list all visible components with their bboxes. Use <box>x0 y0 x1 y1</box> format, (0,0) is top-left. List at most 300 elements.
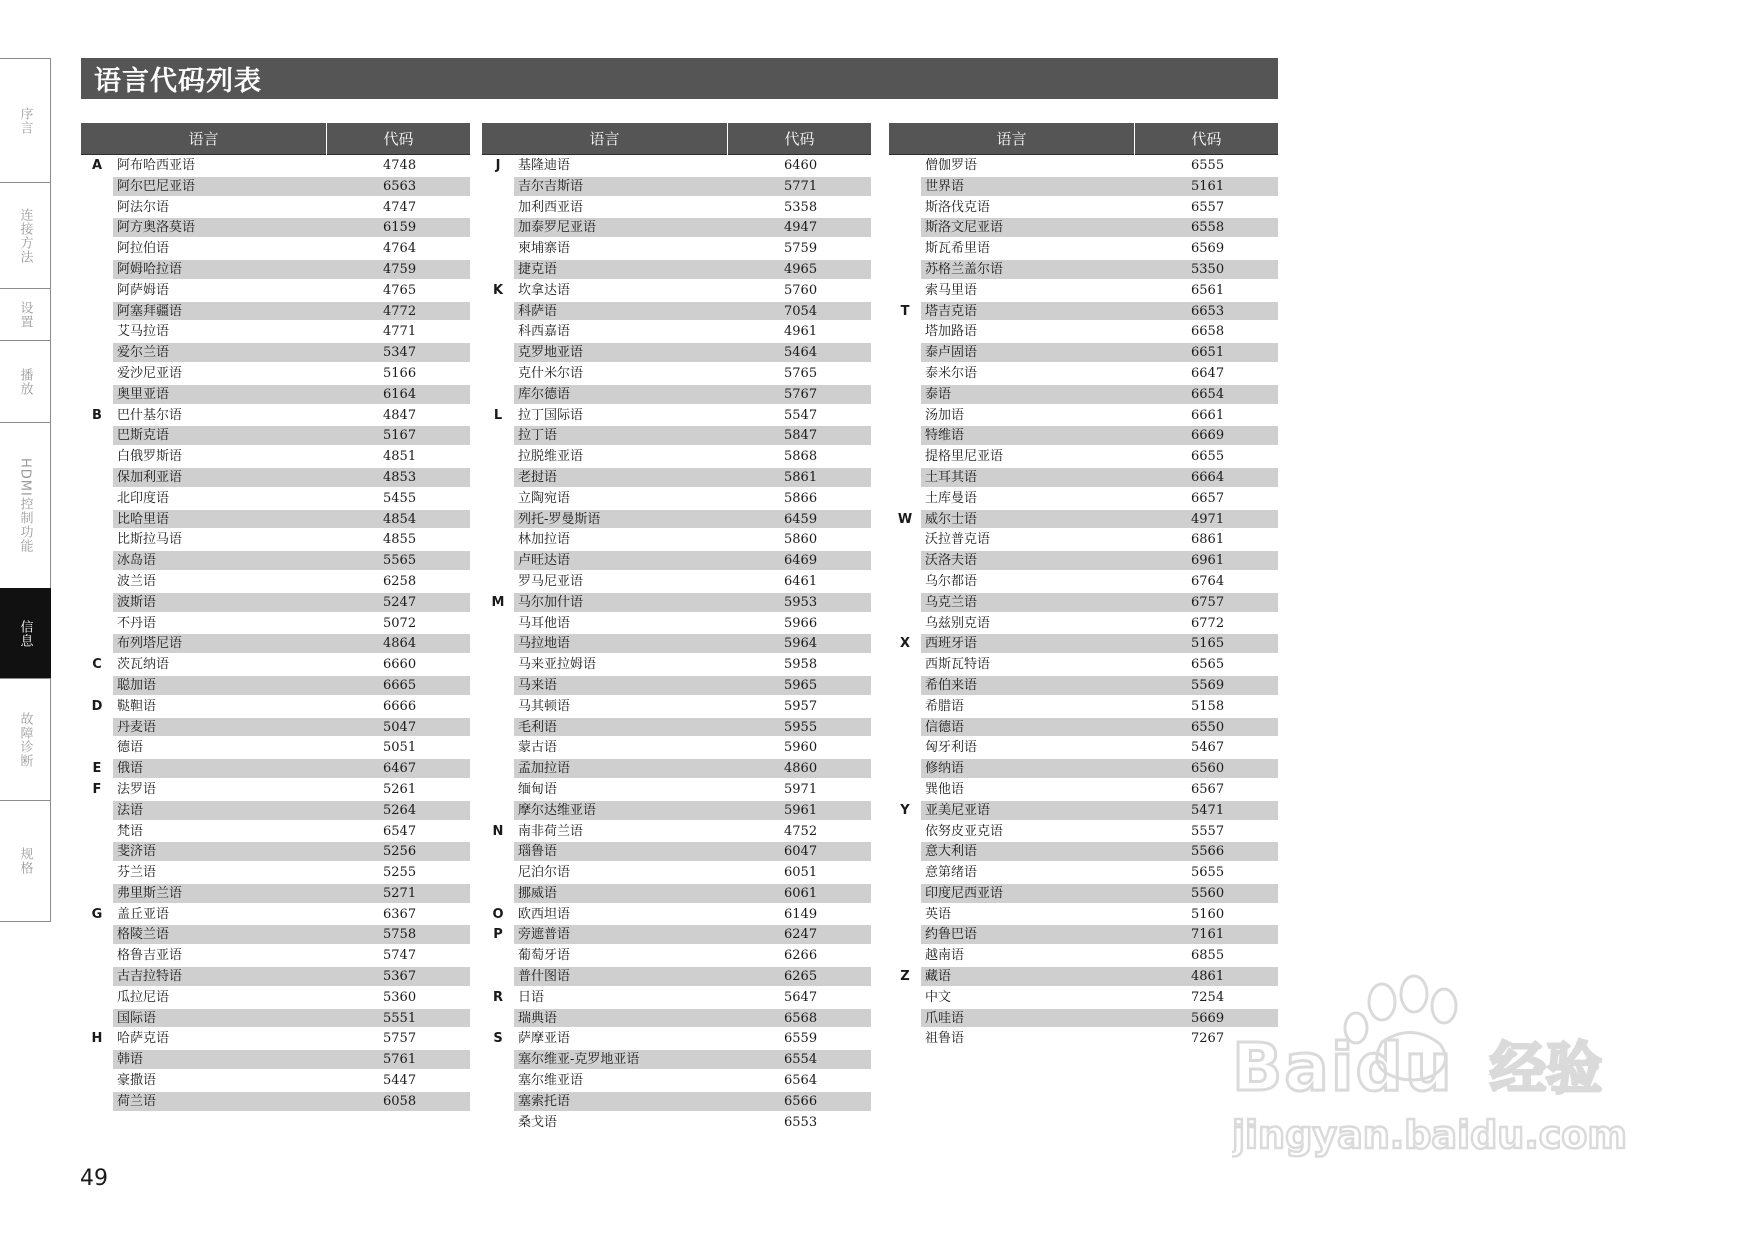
table-row <box>81 883 470 904</box>
language-code: 6469 <box>784 553 818 569</box>
language-name: 亚美尼亚语 <box>925 802 991 818</box>
language-code: 6561 <box>1191 282 1225 298</box>
language-name: 挪威语 <box>518 885 558 901</box>
language-code: 5560 <box>1191 885 1225 901</box>
language-name: 希腊语 <box>925 698 965 714</box>
language-name: 沃拉普克语 <box>925 532 991 548</box>
group-letter: N <box>492 823 504 839</box>
side-tab-5[interactable] <box>0 588 51 678</box>
language-name: 孟加拉语 <box>518 761 571 777</box>
language-code: 5953 <box>784 594 818 610</box>
language-name: 信德语 <box>925 719 965 735</box>
table-row <box>482 488 871 509</box>
row-shade <box>514 260 871 279</box>
language-code: 5761 <box>383 1052 417 1068</box>
language-code: 4748 <box>383 158 417 173</box>
table-row <box>889 509 1278 530</box>
language-name: 法罗语 <box>117 781 157 797</box>
table-row <box>482 155 871 176</box>
language-code: 4759 <box>383 261 417 277</box>
language-code: 6666 <box>383 698 417 714</box>
language-name: 拉丁国际语 <box>518 407 584 423</box>
row-shade <box>514 884 871 903</box>
table-row <box>81 987 470 1008</box>
watermark-brand: Baidu <box>1232 1029 1454 1106</box>
language-name: 越南语 <box>925 948 965 964</box>
header-code: 代码 <box>784 130 815 148</box>
language-name: 希伯来语 <box>925 677 978 693</box>
language-code: 5447 <box>383 1073 417 1089</box>
table-row <box>482 696 871 717</box>
language-name: 提格里尼亚语 <box>925 449 1004 465</box>
language-name: 冰岛语 <box>117 553 157 569</box>
table-row <box>81 717 470 738</box>
language-name: 柬埔寨语 <box>518 241 571 257</box>
language-name: 格陵兰语 <box>117 927 170 943</box>
language-code: 6655 <box>1191 449 1225 465</box>
language-name: 印度尼西亚语 <box>925 885 1004 901</box>
table-row <box>482 737 871 758</box>
language-name: 乌尔都语 <box>925 573 978 589</box>
language-name: 意大利语 <box>925 844 978 860</box>
language-code: 4854 <box>383 511 417 527</box>
table-row <box>889 654 1278 675</box>
language-name: 毛利语 <box>518 719 558 735</box>
table-row <box>482 821 871 842</box>
language-code: 5971 <box>784 781 818 797</box>
language-name: 库尔德语 <box>518 386 571 402</box>
row-shade <box>113 759 470 778</box>
language-name: 弗里斯兰语 <box>117 885 183 901</box>
row-shade <box>514 842 871 861</box>
language-code: 6757 <box>1191 594 1225 610</box>
language-code: 4853 <box>383 469 417 485</box>
language-code: 4855 <box>383 532 417 548</box>
language-code: 5961 <box>784 802 818 818</box>
language-name: 日语 <box>518 989 545 1005</box>
language-code: 6047 <box>784 844 818 860</box>
language-code: 6459 <box>784 511 818 527</box>
table-row <box>482 1008 871 1029</box>
language-code: 5167 <box>383 428 417 444</box>
language-name: 汤加语 <box>925 407 965 423</box>
table-row <box>889 613 1278 634</box>
language-name: 葡萄牙语 <box>518 948 571 964</box>
table-row <box>482 1091 871 1112</box>
language-name: 约鲁巴语 <box>925 927 978 943</box>
language-code: 6461 <box>784 573 818 589</box>
language-code: 6653 <box>1191 303 1225 319</box>
language-name: 捷克语 <box>518 261 558 277</box>
language-code: 4965 <box>784 261 818 277</box>
language-code: 5547 <box>784 407 818 423</box>
language-name: 鞑靼语 <box>117 698 157 714</box>
table-row <box>889 405 1278 426</box>
language-code: 6651 <box>1191 345 1225 361</box>
language-name: 国际语 <box>117 1010 157 1026</box>
page-title: 语言代码列表 <box>94 66 262 97</box>
language-name: 法语 <box>117 802 144 818</box>
language-name: 欧西坦语 <box>518 906 571 922</box>
language-name: 土耳其语 <box>925 469 978 485</box>
language-code: 5165 <box>1191 636 1225 652</box>
language-name: 丹麦语 <box>117 719 157 735</box>
side-tab-2[interactable] <box>0 288 51 340</box>
language-name: 保加利亚语 <box>117 469 183 485</box>
table-row <box>482 1028 871 1049</box>
group-letter: R <box>492 989 503 1005</box>
table-row <box>482 1070 871 1091</box>
language-code: 6568 <box>784 1010 818 1026</box>
table-row <box>81 342 470 363</box>
language-code: 5271 <box>383 885 417 901</box>
header-code: 代码 <box>1191 130 1222 148</box>
row-shade <box>113 842 470 861</box>
table-row <box>81 779 470 800</box>
group-letter: C <box>92 657 102 673</box>
table-row <box>81 1008 470 1029</box>
language-name: 瓜拉尼语 <box>117 989 170 1005</box>
row-shade <box>514 718 871 737</box>
table-row <box>482 446 871 467</box>
language-code: 6855 <box>1191 948 1225 964</box>
table-row <box>81 613 470 634</box>
language-code: 6547 <box>383 823 417 839</box>
language-code: 5161 <box>1191 178 1225 194</box>
language-code: 5264 <box>383 802 417 818</box>
group-letter: K <box>492 282 504 298</box>
language-name: 威尔士语 <box>925 511 978 527</box>
language-code: 6647 <box>1191 365 1225 381</box>
header-code: 代码 <box>383 130 414 148</box>
table-row <box>482 675 871 696</box>
side-tab-4[interactable] <box>0 422 51 588</box>
table-row <box>482 529 871 550</box>
language-name: 斯洛文尼亚语 <box>925 220 1004 236</box>
language-code: 5261 <box>383 781 417 797</box>
table-row <box>81 446 470 467</box>
language-code: 4772 <box>383 303 417 319</box>
language-name: 罗马尼亚语 <box>518 573 584 589</box>
group-letter: A <box>91 158 103 173</box>
table-row <box>889 945 1278 966</box>
language-code: 5255 <box>383 865 417 881</box>
group-letter: T <box>900 303 910 319</box>
header-language: 语言 <box>81 123 327 155</box>
table-row <box>889 696 1278 717</box>
table-row <box>889 550 1278 571</box>
table-row <box>81 654 470 675</box>
table-row <box>482 321 871 342</box>
table-row <box>81 696 470 717</box>
side-tab-0[interactable] <box>0 58 51 182</box>
table-row <box>482 800 871 821</box>
language-code: 4764 <box>383 241 417 257</box>
language-name: 泰卢固语 <box>925 345 978 361</box>
language-code: 5051 <box>383 740 417 756</box>
language-name: 布列塔尼语 <box>117 636 183 652</box>
language-name: 俄语 <box>117 761 144 777</box>
table-row <box>81 841 470 862</box>
language-code: 4847 <box>383 407 417 423</box>
language-name: 阿尔巴尼亚语 <box>117 178 196 194</box>
language-code: 6558 <box>1191 220 1225 236</box>
language-code: 5965 <box>784 677 818 693</box>
language-name: 波斯语 <box>117 594 157 610</box>
table-row <box>81 467 470 488</box>
table-row <box>889 966 1278 987</box>
table-header <box>81 123 470 155</box>
language-code: 5860 <box>784 532 818 548</box>
language-code: 5958 <box>784 657 818 673</box>
table-row <box>889 779 1278 800</box>
group-letter: G <box>91 906 103 922</box>
language-name: 缅甸语 <box>518 781 558 797</box>
group-letter: W <box>897 511 913 527</box>
language-name: 阿拉伯语 <box>117 241 170 257</box>
language-code: 6658 <box>1191 324 1225 340</box>
header-language: 语言 <box>482 123 728 155</box>
language-code: 6861 <box>1191 532 1225 548</box>
table-row <box>81 425 470 446</box>
table-row <box>889 904 1278 925</box>
table-row <box>482 280 871 301</box>
language-name: 瑙鲁语 <box>518 844 558 860</box>
language-code: 5655 <box>1191 865 1225 881</box>
side-tab-1[interactable] <box>0 182 51 288</box>
side-tab-label: 故障诊断 <box>17 711 33 768</box>
language-code: 6657 <box>1191 490 1225 506</box>
language-name: 坎拿达语 <box>518 282 571 298</box>
language-name: 蒙古语 <box>518 740 558 756</box>
table-row <box>889 862 1278 883</box>
language-code: 6560 <box>1191 761 1225 777</box>
side-tab-label: 规格 <box>17 847 33 875</box>
language-code: 5350 <box>1191 261 1225 277</box>
group-letter: J <box>495 158 501 173</box>
language-code: 4861 <box>1191 969 1225 985</box>
table-row <box>482 862 871 883</box>
language-name: 英语 <box>925 906 952 922</box>
table-row <box>889 155 1278 176</box>
language-name: 沃洛夫语 <box>925 553 978 569</box>
language-name: 普什图语 <box>518 969 571 985</box>
table-row <box>889 425 1278 446</box>
table-row <box>482 384 871 405</box>
language-name: 梵语 <box>117 823 144 839</box>
table-row <box>482 197 871 218</box>
language-name: 旁遮普语 <box>518 927 571 943</box>
table-row <box>889 821 1278 842</box>
group-letter: D <box>91 698 103 714</box>
table-row <box>482 301 871 322</box>
language-code: 5455 <box>383 490 417 506</box>
side-tab-3[interactable] <box>0 340 51 422</box>
language-name: 奥里亚语 <box>117 386 170 402</box>
table-row <box>889 238 1278 259</box>
language-name: 阿萨姆语 <box>117 282 170 298</box>
baidu-watermark <box>1232 972 1662 1172</box>
language-code: 4961 <box>784 324 818 340</box>
language-code: 5047 <box>383 719 417 735</box>
language-code: 6550 <box>1191 719 1225 735</box>
table-row <box>482 966 871 987</box>
row-shade <box>921 385 1278 404</box>
side-tab-6[interactable] <box>0 678 51 800</box>
table-row <box>482 571 871 592</box>
row-shade <box>113 1092 470 1111</box>
group-letter: F <box>92 781 102 797</box>
language-name: 盖丘亚语 <box>117 906 170 922</box>
table-row <box>889 280 1278 301</box>
table-row <box>482 1049 871 1070</box>
language-name: 马来亚拉姆语 <box>518 657 597 673</box>
row-shade <box>113 676 470 695</box>
language-name: 爪哇语 <box>925 1010 965 1026</box>
language-code: 4971 <box>1191 511 1225 527</box>
language-code: 5747 <box>383 948 417 964</box>
language-name: 萨摩亚语 <box>518 1031 571 1047</box>
language-code: 5771 <box>784 178 818 194</box>
language-name: 中文 <box>925 989 952 1005</box>
table-row <box>889 592 1278 613</box>
language-name: 塞尔维亚-克罗地亚语 <box>518 1052 640 1068</box>
language-name: 苏格兰盖尔语 <box>925 261 1004 277</box>
language-code: 5759 <box>784 241 818 257</box>
language-code: 6764 <box>1191 573 1225 589</box>
row-shade <box>514 426 871 445</box>
table-row <box>482 758 871 779</box>
language-code: 6164 <box>383 386 417 402</box>
side-tab-label: HDMI控制功能 <box>17 458 33 553</box>
language-name: 马耳他语 <box>518 615 571 631</box>
language-code: 5960 <box>784 740 818 756</box>
row-shade <box>514 676 871 695</box>
table-row <box>482 425 871 446</box>
language-code: 5247 <box>383 594 417 610</box>
language-code: 7267 <box>1191 1031 1225 1047</box>
group-letter: Z <box>900 969 910 985</box>
language-name: 依努皮亚克语 <box>925 823 1004 839</box>
language-code: 6661 <box>1191 407 1225 423</box>
table-row <box>889 363 1278 384</box>
language-code: 6566 <box>784 1093 818 1109</box>
language-name: 拉脱维亚语 <box>518 449 584 465</box>
row-shade <box>921 759 1278 778</box>
table-row <box>81 758 470 779</box>
language-code: 5868 <box>784 449 818 465</box>
table-row <box>482 1112 871 1133</box>
language-code: 5158 <box>1191 698 1225 714</box>
table-row <box>81 571 470 592</box>
language-name: 拉丁语 <box>518 428 558 444</box>
table-row <box>482 467 871 488</box>
language-code: 6247 <box>784 927 818 943</box>
language-name: 格鲁吉亚语 <box>117 948 183 964</box>
language-name: 桑戈语 <box>518 1114 558 1130</box>
language-code: 5367 <box>383 969 417 985</box>
table-header <box>889 123 1278 155</box>
language-name: 阿塞拜疆语 <box>117 303 183 319</box>
watermark-product: 经验 <box>1490 1037 1602 1102</box>
language-name: 马拉地语 <box>518 636 571 652</box>
language-name: 巴斯克语 <box>117 428 170 444</box>
language-code: 6665 <box>383 677 417 693</box>
row-shade <box>921 177 1278 196</box>
table-row <box>81 176 470 197</box>
language-name: 马尔加什语 <box>518 594 584 610</box>
table-row <box>81 737 470 758</box>
language-code: 5072 <box>383 615 417 631</box>
table-row <box>889 675 1278 696</box>
table-row <box>81 800 470 821</box>
language-name: 克什米尔语 <box>518 365 584 381</box>
language-code: 5569 <box>1191 677 1225 693</box>
language-code: 6565 <box>1191 657 1225 673</box>
table-row <box>482 217 871 238</box>
language-name: 塔加路语 <box>925 324 978 340</box>
language-name: 泰语 <box>925 386 952 402</box>
language-code: 5347 <box>383 345 417 361</box>
row-shade <box>921 1009 1278 1028</box>
language-name: 豪撒语 <box>117 1073 157 1089</box>
language-code: 6265 <box>784 969 818 985</box>
language-code: 6669 <box>1191 428 1225 444</box>
group-letter: B <box>92 407 102 423</box>
language-name: 卢旺达语 <box>518 553 571 569</box>
language-code: 6159 <box>383 220 417 236</box>
language-code: 5964 <box>784 636 818 652</box>
language-name: 茨瓦纳语 <box>117 657 170 673</box>
table-row <box>81 1028 470 1049</box>
language-name: 特维语 <box>925 428 965 444</box>
table-row <box>482 987 871 1008</box>
language-table-3 <box>889 123 1278 1049</box>
table-row <box>889 841 1278 862</box>
language-code: 6664 <box>1191 469 1225 485</box>
table-row <box>889 259 1278 280</box>
language-name: 土库曼语 <box>925 490 978 506</box>
table-row <box>482 238 871 259</box>
language-name: 斐济语 <box>117 844 157 860</box>
language-name: 意第绪语 <box>925 865 978 881</box>
language-name: 立陶宛语 <box>518 490 571 506</box>
table-row <box>889 924 1278 945</box>
language-name: 世界语 <box>925 178 965 194</box>
table-row <box>482 176 871 197</box>
table-row <box>889 342 1278 363</box>
table-row <box>81 363 470 384</box>
language-name: 西班牙语 <box>925 636 978 652</box>
language-code: 5566 <box>1191 844 1225 860</box>
language-name: 爱尔兰语 <box>117 345 170 361</box>
table-row <box>889 1028 1278 1049</box>
table-row <box>81 488 470 509</box>
language-code: 6058 <box>383 1093 417 1109</box>
language-code: 5669 <box>1191 1010 1225 1026</box>
row-shade <box>514 468 871 487</box>
table-row <box>889 321 1278 342</box>
table-row <box>889 633 1278 654</box>
table-row <box>889 1008 1278 1029</box>
row-shade <box>113 1050 470 1069</box>
language-code: 5861 <box>784 469 818 485</box>
side-tab-7[interactable] <box>0 800 51 922</box>
table-row <box>81 529 470 550</box>
table-row <box>889 987 1278 1008</box>
table-row <box>482 924 871 945</box>
language-name: 白俄罗斯语 <box>117 449 183 465</box>
